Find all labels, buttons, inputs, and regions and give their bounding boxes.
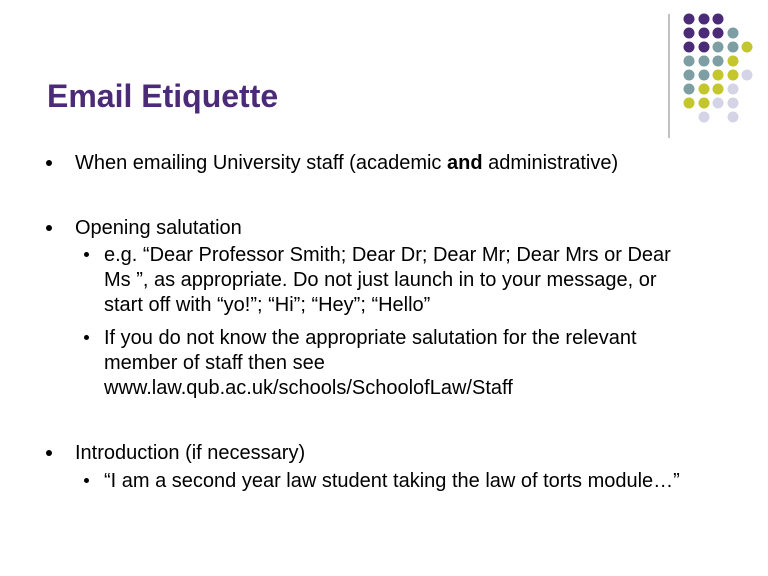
bullet-introduction: Introduction (if necessary): [75, 442, 306, 464]
bullet-dot: [46, 225, 52, 231]
bullet-opening-salutation: Opening salutation: [75, 217, 242, 239]
sub-bullet-line: If you do not know the appropriate salutation for the relevant: [104, 327, 637, 349]
bullet-when-emailing: [75, 151, 618, 175]
bullet-bold-text: and: [447, 152, 483, 174]
sub-bullet-dot: [84, 252, 89, 257]
bullet-dot: [46, 450, 52, 456]
sub-bullet-dot: [84, 478, 89, 483]
sub-bullet-line: Ms ”, as appropriate. Do not just launch in to your message, or: [104, 269, 657, 291]
bullet-text: administrative): [482, 152, 619, 174]
sub-bullet-line: member of staff then see: [104, 352, 325, 374]
bullet-dot: [46, 160, 52, 166]
sub-bullet-line: start off with “yo!”; “Hi”; “Hey”; “Hello”: [104, 294, 431, 316]
bullet-text: When emailing University staff (academic: [75, 152, 447, 174]
sub-bullet-line: “I am a second year law student taking the law of torts module…”: [104, 470, 680, 492]
slide-title: Email Etiquette: [47, 78, 279, 114]
sub-bullet-line: e.g. “Dear Professor Smith; Dear Dr; Dear Mr; Dear Mrs or Dear: [104, 244, 671, 266]
sub-bullet-dot: [84, 335, 89, 340]
staff-url-text: www.law.qub.ac.uk/schools/SchoolofLaw/Staff: [104, 377, 513, 399]
